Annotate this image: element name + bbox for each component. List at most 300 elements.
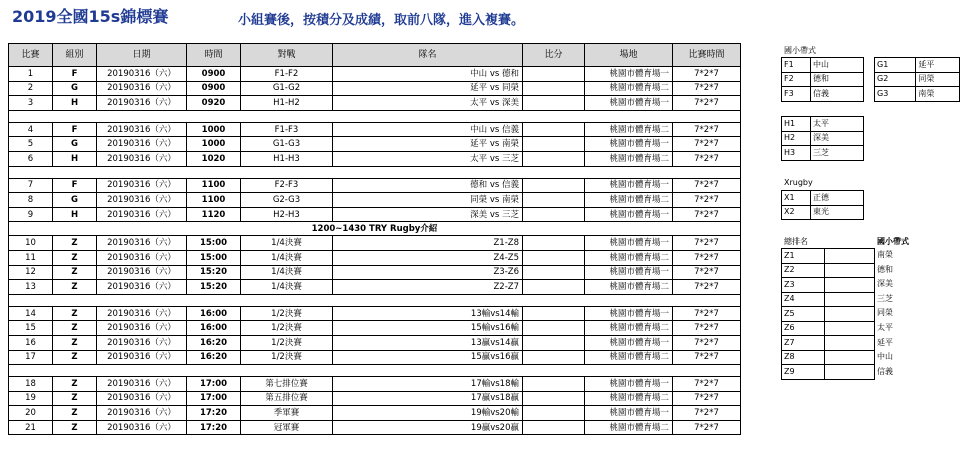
header-cell: 日期	[97, 44, 187, 67]
rank-table	[781, 248, 875, 380]
pool-code: Z7	[782, 336, 825, 351]
cell-time: 1020	[187, 151, 241, 166]
cell-grp: F	[53, 122, 97, 137]
cell-date: 20190316（六）	[97, 377, 187, 392]
pool-team: 正德	[811, 191, 864, 206]
cell-date: 20190316（六）	[97, 306, 187, 321]
cell-no: 13	[9, 280, 53, 295]
cell-score	[523, 193, 585, 208]
cell-grp: H	[53, 151, 97, 166]
cell-grp: Z	[53, 377, 97, 392]
cell-venue: 桃園市體育場二	[585, 350, 673, 365]
pool-row	[782, 321, 875, 336]
cell-teams: 中山 vs 信義	[333, 122, 523, 137]
cell-venue: 桃園市體育場一	[585, 137, 673, 152]
cell-match: G2-G3	[241, 193, 333, 208]
pool-team	[825, 263, 875, 278]
cell-dur: 7*2*7	[673, 265, 741, 280]
cell-date: 20190316（六）	[97, 81, 187, 96]
pool-row	[782, 350, 875, 365]
cell-dur: 7*2*7	[673, 321, 741, 336]
cell-no: 4	[9, 122, 53, 137]
cell-match: 1/2決賽	[241, 350, 333, 365]
header-cell: 對戰	[241, 44, 333, 67]
table-row	[9, 306, 741, 321]
pool-code: F2	[782, 72, 811, 87]
cell-teams: 15輸vs16輸	[333, 321, 523, 336]
cell-no: 19	[9, 391, 53, 406]
pool-code: F3	[782, 87, 811, 102]
rank-team: 延平	[877, 337, 893, 347]
cell-no: 5	[9, 137, 53, 152]
cell-score	[523, 280, 585, 295]
rank-team: 中山	[877, 352, 893, 362]
cell-time: 16:00	[187, 321, 241, 336]
cell-teams: Z2-Z7	[333, 280, 523, 295]
cell-score	[523, 151, 585, 166]
cell-dur: 7*2*7	[673, 67, 741, 82]
table-row	[9, 81, 741, 96]
pool-team	[825, 249, 875, 264]
spacer-row	[9, 110, 741, 122]
cell-teams: 深美 vs 三芝	[333, 207, 523, 222]
cell-score	[523, 306, 585, 321]
cell-teams: 中山 vs 德和	[333, 67, 523, 82]
cell-time: 1100	[187, 193, 241, 208]
pool-team: 同榮	[916, 72, 960, 87]
cell-venue: 桃園市體育場二	[585, 122, 673, 137]
cell-time: 17:00	[187, 391, 241, 406]
cell-score	[523, 67, 585, 82]
cell-match: 1/4決賽	[241, 250, 333, 265]
pool-team: 太平	[811, 117, 864, 132]
rank-team: 信義	[877, 366, 893, 376]
table-row	[9, 193, 741, 208]
cell-grp: Z	[53, 250, 97, 265]
cell-venue: 桃園市體育場二	[585, 420, 673, 435]
cell-grp: Z	[53, 236, 97, 251]
cell-time: 16:20	[187, 350, 241, 365]
cell-score	[523, 321, 585, 336]
cell-date: 20190316（六）	[97, 335, 187, 350]
spacer-cell	[9, 166, 741, 178]
cell-score	[523, 335, 585, 350]
cell-date: 20190316（六）	[97, 406, 187, 421]
cell-dur: 7*2*7	[673, 81, 741, 96]
cell-grp: H	[53, 207, 97, 222]
pool-code: H1	[782, 117, 811, 132]
cell-score	[523, 265, 585, 280]
cell-venue: 桃園市體育場二	[585, 391, 673, 406]
cell-teams: 德和 vs 信義	[333, 178, 523, 193]
rank-team: 同榮	[877, 308, 893, 318]
cell-no: 2	[9, 81, 53, 96]
table-row	[9, 250, 741, 265]
rank-label: 總排名	[784, 237, 808, 246]
cell-grp: F	[53, 178, 97, 193]
pool-team: 德和	[811, 72, 864, 87]
cell-teams: 17贏vs18贏	[333, 391, 523, 406]
spacer-row	[9, 166, 741, 178]
cell-no: 7	[9, 178, 53, 193]
cell-grp: Z	[53, 350, 97, 365]
cell-dur: 7*2*7	[673, 306, 741, 321]
cell-grp: Z	[53, 391, 97, 406]
cell-score	[523, 81, 585, 96]
cell-grp: H	[53, 96, 97, 111]
cell-score	[523, 391, 585, 406]
table-row	[9, 406, 741, 421]
cell-teams: Z3-Z6	[333, 265, 523, 280]
cell-teams: 13贏vs14贏	[333, 335, 523, 350]
cell-match: 1/4決賽	[241, 236, 333, 251]
pool-code: Z4	[782, 292, 825, 307]
cell-no: 21	[9, 420, 53, 435]
xrugby-table	[781, 190, 864, 220]
cell-match: F1-F2	[241, 67, 333, 82]
pool-row	[782, 87, 864, 102]
schedule-table	[8, 43, 741, 435]
pool-code: Z3	[782, 278, 825, 293]
table-row	[9, 335, 741, 350]
table-row	[9, 350, 741, 365]
table-row	[9, 321, 741, 336]
pool-code: H3	[782, 146, 811, 161]
spacer-cell	[9, 110, 741, 122]
table-row	[9, 377, 741, 392]
pool-row	[782, 263, 875, 278]
cell-match: H1-H2	[241, 96, 333, 111]
cell-date: 20190316（六）	[97, 280, 187, 295]
cell-time: 15:00	[187, 236, 241, 251]
cell-venue: 桃園市體育場一	[585, 207, 673, 222]
table-row	[9, 236, 741, 251]
cell-match: 1/2決賽	[241, 335, 333, 350]
pool-code: X2	[782, 205, 811, 220]
note-cell: 1200~1430 TRY Rugby介紹	[9, 222, 741, 236]
cell-grp: Z	[53, 265, 97, 280]
table-row	[9, 96, 741, 111]
pool-team	[825, 365, 875, 380]
table-row	[9, 137, 741, 152]
cell-no: 9	[9, 207, 53, 222]
cell-score	[523, 236, 585, 251]
cell-no: 11	[9, 250, 53, 265]
cell-grp: G	[53, 81, 97, 96]
table-row	[9, 280, 741, 295]
cell-dur: 7*2*7	[673, 406, 741, 421]
cell-date: 20190316（六）	[97, 391, 187, 406]
cell-dur: 7*2*7	[673, 350, 741, 365]
pool-code: F1	[782, 58, 811, 73]
rank-team: 德和	[877, 264, 893, 274]
cell-no: 15	[9, 321, 53, 336]
cell-match: H2-H3	[241, 207, 333, 222]
cell-date: 20190316（六）	[97, 350, 187, 365]
cell-date: 20190316（六）	[97, 96, 187, 111]
cell-time: 0920	[187, 96, 241, 111]
table-row	[9, 67, 741, 82]
cell-venue: 桃園市體育場二	[585, 193, 673, 208]
header-cell: 比賽	[9, 44, 53, 67]
rank-right-label: 國小帶式	[877, 237, 909, 246]
cell-grp: Z	[53, 321, 97, 336]
cell-match: 1/2決賽	[241, 321, 333, 336]
spacer-cell	[9, 294, 741, 306]
cell-no: 1	[9, 67, 53, 82]
pool-g-table	[874, 57, 960, 102]
cell-grp: G	[53, 193, 97, 208]
pool-team	[825, 321, 875, 336]
cell-match: 季軍賽	[241, 406, 333, 421]
cell-grp: Z	[53, 420, 97, 435]
spacer-row	[9, 294, 741, 306]
cell-venue: 桃園市體育場一	[585, 377, 673, 392]
schedule-body	[9, 67, 741, 435]
cell-no: 3	[9, 96, 53, 111]
cell-dur: 7*2*7	[673, 137, 741, 152]
cell-teams: 13輸vs14輸	[333, 306, 523, 321]
cell-teams: 太平 vs 三芝	[333, 151, 523, 166]
cell-match: 第七排位賽	[241, 377, 333, 392]
cell-no: 12	[9, 265, 53, 280]
rank-team-list	[877, 248, 893, 379]
cell-grp: Z	[53, 306, 97, 321]
table-row	[9, 122, 741, 137]
pool-row	[875, 72, 960, 87]
cell-grp: G	[53, 137, 97, 152]
pool-row	[875, 58, 960, 73]
cell-venue: 桃園市體育場一	[585, 335, 673, 350]
pool-team: 延平	[916, 58, 960, 73]
cell-no: 20	[9, 406, 53, 421]
table-row	[9, 391, 741, 406]
table-row	[9, 178, 741, 193]
cell-venue: 桃園市體育場二	[585, 250, 673, 265]
pool-code: Z9	[782, 365, 825, 380]
rank-team: 深美	[877, 279, 893, 289]
cell-venue: 桃園市體育場一	[585, 306, 673, 321]
cell-dur: 7*2*7	[673, 335, 741, 350]
cell-match: G1-G3	[241, 137, 333, 152]
spacer-row	[9, 365, 741, 377]
cell-match: 1/4決賽	[241, 265, 333, 280]
pool-code: Z5	[782, 307, 825, 322]
cell-teams: 同榮 vs 南榮	[333, 193, 523, 208]
cell-dur: 7*2*7	[673, 236, 741, 251]
cell-venue: 桃園市體育場二	[585, 280, 673, 295]
pool-code: Z6	[782, 321, 825, 336]
pool-team: 三芝	[811, 146, 864, 161]
cell-teams: 15贏vs16贏	[333, 350, 523, 365]
cell-match: 1/2決賽	[241, 306, 333, 321]
pool-row	[782, 292, 875, 307]
cell-time: 16:00	[187, 306, 241, 321]
pool-row	[782, 191, 864, 206]
cell-dur: 7*2*7	[673, 122, 741, 137]
pool-team	[825, 278, 875, 293]
cell-score	[523, 122, 585, 137]
cell-venue: 桃園市體育場一	[585, 178, 673, 193]
cell-date: 20190316（六）	[97, 250, 187, 265]
pool-row	[782, 58, 864, 73]
page-subtitle: 小組賽後，按積分及成績，取前八隊，進入複賽。	[238, 13, 525, 28]
cell-teams: 延平 vs 同榮	[333, 81, 523, 96]
cell-no: 10	[9, 236, 53, 251]
cell-no: 8	[9, 193, 53, 208]
cell-time: 15:00	[187, 250, 241, 265]
cell-no: 6	[9, 151, 53, 166]
cell-date: 20190316（六）	[97, 178, 187, 193]
cell-time: 0900	[187, 67, 241, 82]
cell-dur: 7*2*7	[673, 151, 741, 166]
rank-team: 南榮	[877, 250, 893, 259]
rank-team: 太平	[877, 322, 893, 332]
pool-team: 深美	[811, 131, 864, 146]
pool-code: Z1	[782, 249, 825, 264]
pool-row	[782, 131, 864, 146]
pool-code: G2	[875, 72, 916, 87]
cell-dur: 7*2*7	[673, 207, 741, 222]
cell-teams: 19贏vs20贏	[333, 420, 523, 435]
cell-time: 15:20	[187, 265, 241, 280]
header-cell: 場地	[585, 44, 673, 67]
cell-score	[523, 250, 585, 265]
cell-match: G1-G2	[241, 81, 333, 96]
cell-match: F1-F3	[241, 122, 333, 137]
pool-row	[782, 72, 864, 87]
cell-time: 1000	[187, 122, 241, 137]
cell-venue: 桃園市體育場二	[585, 321, 673, 336]
cell-dur: 7*2*7	[673, 193, 741, 208]
header-cell: 比分	[523, 44, 585, 67]
pool-code: G1	[875, 58, 916, 73]
rank-team: 三芝	[877, 293, 893, 303]
cell-score	[523, 350, 585, 365]
cell-venue: 桃園市體育場一	[585, 67, 673, 82]
cell-score	[523, 178, 585, 193]
cell-date: 20190316（六）	[97, 236, 187, 251]
cell-dur: 7*2*7	[673, 377, 741, 392]
cell-match: 冠軍賽	[241, 420, 333, 435]
header-cell: 隊名	[333, 44, 523, 67]
pool-team	[825, 292, 875, 307]
cell-no: 18	[9, 377, 53, 392]
cell-venue: 桃園市體育場一	[585, 265, 673, 280]
pool-h-table	[781, 116, 864, 161]
cell-grp: Z	[53, 280, 97, 295]
cell-grp: F	[53, 67, 97, 82]
pool-row	[782, 205, 864, 220]
cell-time: 16:20	[187, 335, 241, 350]
cell-grp: Z	[53, 406, 97, 421]
schedule-header-row	[9, 44, 741, 67]
header-cell: 比賽時間	[673, 44, 741, 67]
cell-time: 1120	[187, 207, 241, 222]
pool-team	[825, 336, 875, 351]
cell-date: 20190316（六）	[97, 207, 187, 222]
pool-row	[782, 307, 875, 322]
cell-time: 17:00	[187, 377, 241, 392]
cell-date: 20190316（六）	[97, 122, 187, 137]
cell-time: 17:20	[187, 406, 241, 421]
pool-team	[825, 307, 875, 322]
cell-score	[523, 377, 585, 392]
cell-time: 0900	[187, 81, 241, 96]
cell-date: 20190316（六）	[97, 321, 187, 336]
pool-code: X1	[782, 191, 811, 206]
cell-score	[523, 406, 585, 421]
spacer-cell	[9, 365, 741, 377]
cell-time: 15:20	[187, 280, 241, 295]
note-row	[9, 222, 741, 236]
cell-teams: Z4-Z5	[333, 250, 523, 265]
xrugby-label: Xrugby	[784, 178, 813, 187]
cell-teams: Z1-Z8	[333, 236, 523, 251]
pool-f-table	[781, 57, 864, 102]
pool-team	[825, 350, 875, 365]
cell-no: 17	[9, 350, 53, 365]
cell-match: 1/4決賽	[241, 280, 333, 295]
cell-venue: 桃園市體育場二	[585, 151, 673, 166]
cell-venue: 桃園市體育場一	[585, 406, 673, 421]
cell-time: 1100	[187, 178, 241, 193]
cell-dur: 7*2*7	[673, 96, 741, 111]
pool-row	[782, 146, 864, 161]
pool-row	[782, 365, 875, 380]
pool-row	[782, 278, 875, 293]
cell-date: 20190316（六）	[97, 151, 187, 166]
pool-code: G3	[875, 87, 916, 102]
table-row	[9, 265, 741, 280]
pool-team: 中山	[811, 58, 864, 73]
table-row	[9, 207, 741, 222]
cell-venue: 桃園市體育場一	[585, 236, 673, 251]
pool-team: 東光	[811, 205, 864, 220]
cell-dur: 7*2*7	[673, 391, 741, 406]
cell-venue: 桃園市體育場二	[585, 81, 673, 96]
pool-code: Z8	[782, 350, 825, 365]
cell-date: 20190316（六）	[97, 193, 187, 208]
pool-row	[782, 336, 875, 351]
pool-code: Z2	[782, 263, 825, 278]
cell-no: 14	[9, 306, 53, 321]
cell-dur: 7*2*7	[673, 178, 741, 193]
cell-match: F2-F3	[241, 178, 333, 193]
pool-row	[782, 117, 864, 132]
cell-match: H1-H3	[241, 151, 333, 166]
cell-date: 20190316（六）	[97, 265, 187, 280]
cell-date: 20190316（六）	[97, 67, 187, 82]
pool-team: 信義	[811, 87, 864, 102]
header-cell: 時間	[187, 44, 241, 67]
cell-teams: 19輸vs20輸	[333, 406, 523, 421]
cell-dur: 7*2*7	[673, 280, 741, 295]
pools-label: 國小帶式	[784, 46, 816, 55]
cell-grp: Z	[53, 335, 97, 350]
cell-score	[523, 207, 585, 222]
pool-row	[782, 249, 875, 264]
header-cell: 組別	[53, 44, 97, 67]
cell-score	[523, 96, 585, 111]
cell-dur: 7*2*7	[673, 420, 741, 435]
cell-teams: 17輸vs18輸	[333, 377, 523, 392]
cell-no: 16	[9, 335, 53, 350]
cell-teams: 太平 vs 深美	[333, 96, 523, 111]
pool-code: H2	[782, 131, 811, 146]
cell-time: 17:20	[187, 420, 241, 435]
table-row	[9, 151, 741, 166]
